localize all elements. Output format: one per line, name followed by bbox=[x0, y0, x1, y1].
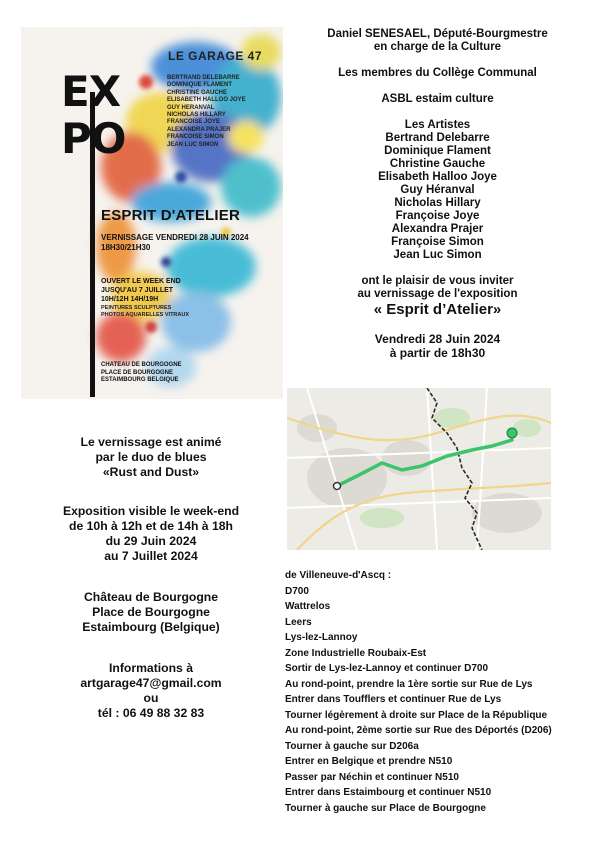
visible-line: Exposition visible le week-end bbox=[62, 504, 240, 518]
poster-location-line: CHATEAU DE BOURGOGNE bbox=[101, 362, 182, 368]
invite-line: au vernissage de l'exposition bbox=[357, 288, 518, 300]
poster-expo-letters-bottom: PO bbox=[61, 114, 126, 163]
band-name: «Rust and Dust» bbox=[102, 465, 200, 479]
poster-opening bbox=[101, 277, 181, 304]
artist-name: Bertrand Delebarre bbox=[385, 132, 490, 144]
animation-line: par le duo de blues bbox=[95, 450, 207, 464]
visible-line: du 29 Juin 2024 bbox=[105, 534, 197, 548]
poster-disciplines-line: PHOTOS AQUARELLES VITRAUX bbox=[101, 312, 190, 318]
direction-step: Sortir de Lys-lez-Lannoy et continuer D700 bbox=[285, 663, 489, 674]
poster-artist: ALEXANDRA PRAJER bbox=[167, 126, 231, 133]
expo-poster bbox=[21, 27, 283, 399]
email-link[interactable]: artgarage47@gmail.com bbox=[80, 676, 222, 690]
poster-artist: GUY HERANVAL bbox=[167, 104, 215, 111]
artist-name: Françoise Simon bbox=[391, 236, 484, 248]
or-text: ou bbox=[143, 691, 159, 705]
animation-line: Le vernissage est animé bbox=[80, 435, 222, 449]
invitation-text bbox=[285, 28, 590, 360]
direction-step: Wattrelos bbox=[285, 601, 331, 612]
phone-number[interactable]: tél : 06 49 88 32 83 bbox=[97, 706, 205, 720]
direction-step: Zone Industrielle Roubaix-Est bbox=[285, 647, 427, 659]
poster-vernissage-hours: 18H30/21H30 bbox=[101, 243, 151, 252]
expo-title: « Esprit d’Atelier» bbox=[373, 301, 502, 318]
host-line: Daniel SENESAEL, Député-Bourgmestre bbox=[327, 28, 548, 40]
asbl-line: ASBL estaim culture bbox=[381, 93, 494, 105]
poster-disciplines bbox=[101, 305, 189, 319]
poster-opening-line: JUSQU'AU 7 JUILLET bbox=[101, 287, 174, 294]
direction-step: Au rond-point, prendre la 1ère sortie sur Rue de Lys bbox=[285, 678, 533, 690]
direction-step: Lys-lez-Lannoy bbox=[285, 632, 358, 643]
poster-artist: CHRISTINE GAUCHE bbox=[167, 89, 228, 96]
direction-step: Leers bbox=[285, 616, 312, 628]
vernissage-date: Vendredi 28 Juin 2024 bbox=[374, 332, 501, 346]
artist-name: Christine Gauche bbox=[389, 158, 486, 170]
poster-artist: FRANCOISE SIMON bbox=[167, 134, 224, 141]
vernissage-time: à partir de 18h30 bbox=[389, 346, 486, 360]
route-map[interactable] bbox=[287, 388, 551, 550]
direction-step: Entrer dans Toufflers et continuer Rue de Lys bbox=[285, 694, 502, 705]
artist-name: Françoise Joye bbox=[395, 210, 480, 222]
poster-location-line: ESTAIMBOURG BELGIQUE bbox=[101, 377, 179, 383]
poster-artist: FRANCOISE JOYE bbox=[167, 119, 221, 126]
artist-name: Nicholas Hillary bbox=[394, 197, 481, 209]
poster-artist: ELISABETH HALLOO JOYE bbox=[167, 97, 246, 104]
poster-artist-list bbox=[167, 75, 246, 149]
invite-line: ont le plaisir de vous inviter bbox=[361, 275, 514, 287]
poster-opening-line: OUVERT LE WEEK END bbox=[101, 278, 181, 285]
artists-heading: Les Artistes bbox=[404, 119, 471, 131]
poster-artist: NICHOLAS HILLARY bbox=[167, 112, 226, 119]
event-info bbox=[20, 435, 282, 721]
place-line: Place de Bourgogne bbox=[92, 605, 210, 619]
artist-name: Guy Héranval bbox=[400, 184, 475, 196]
college-line: Les membres du Collège Communal bbox=[338, 67, 537, 79]
direction-step: Tourner légèrement à droite sur Place de la République bbox=[285, 709, 548, 721]
poster-artist: BERTRAND DELEBARRE bbox=[167, 75, 240, 81]
poster-opening-hours: 10H/12H 14H/19H bbox=[101, 296, 159, 303]
place-line: Château de Bourgogne bbox=[83, 590, 219, 604]
directions-heading: de Villeneuve-d'Ascq : bbox=[285, 570, 392, 581]
artist-name: Jean Luc Simon bbox=[393, 249, 482, 261]
direction-step: D700 bbox=[285, 585, 309, 597]
poster-garage-title: LE GARAGE 47 bbox=[168, 49, 263, 63]
visible-line: de 10h à 12h et de 14h à 18h bbox=[69, 519, 233, 533]
poster-expo-title: ESPRIT D'ATELIER bbox=[101, 207, 240, 224]
poster-vernissage-date: VERNISSAGE VENDREDI 28 JUIN 2024 bbox=[101, 233, 249, 242]
poster-expo-letters-top: EX bbox=[61, 67, 121, 116]
direction-step: Passer par Néchin et continuer N510 bbox=[285, 771, 459, 783]
direction-step: Entrer en Belgique et prendre N510 bbox=[285, 756, 453, 767]
direction-step: Tourner à gauche sur D206a bbox=[285, 740, 419, 752]
poster-artist: JEAN LUC SIMON bbox=[167, 141, 219, 148]
host-role: en charge de la Culture bbox=[373, 41, 502, 53]
artist-name: Alexandra Prajer bbox=[391, 223, 484, 235]
route-map-graphic bbox=[287, 388, 551, 550]
contact-heading: Informations à bbox=[109, 661, 193, 675]
poster-artist: DOMINIQUE FLAMENT bbox=[167, 82, 232, 89]
artist-name: Elisabeth Halloo Joye bbox=[378, 171, 497, 183]
direction-step: Entrer dans Estaimbourg et continuer N510 bbox=[285, 787, 492, 798]
artist-name: Dominique Flament bbox=[384, 145, 491, 157]
poster-location bbox=[101, 362, 182, 385]
poster-disciplines-line: PEINTURES SCULPTURES bbox=[101, 305, 172, 311]
direction-step: Au rond-point, 2ème sortie sur Rue des Déportés (D206) bbox=[285, 725, 552, 736]
place-line: Estaimbourg (Belgique) bbox=[82, 620, 220, 634]
visible-line: au 7 Juillet 2024 bbox=[104, 549, 198, 563]
directions bbox=[285, 568, 585, 816]
poster-vernissage bbox=[101, 233, 249, 253]
direction-step: Tourner à gauche sur Place de Bourgogne bbox=[285, 802, 486, 814]
poster-location-line: PLACE DE BOURGOGNE bbox=[101, 369, 174, 376]
